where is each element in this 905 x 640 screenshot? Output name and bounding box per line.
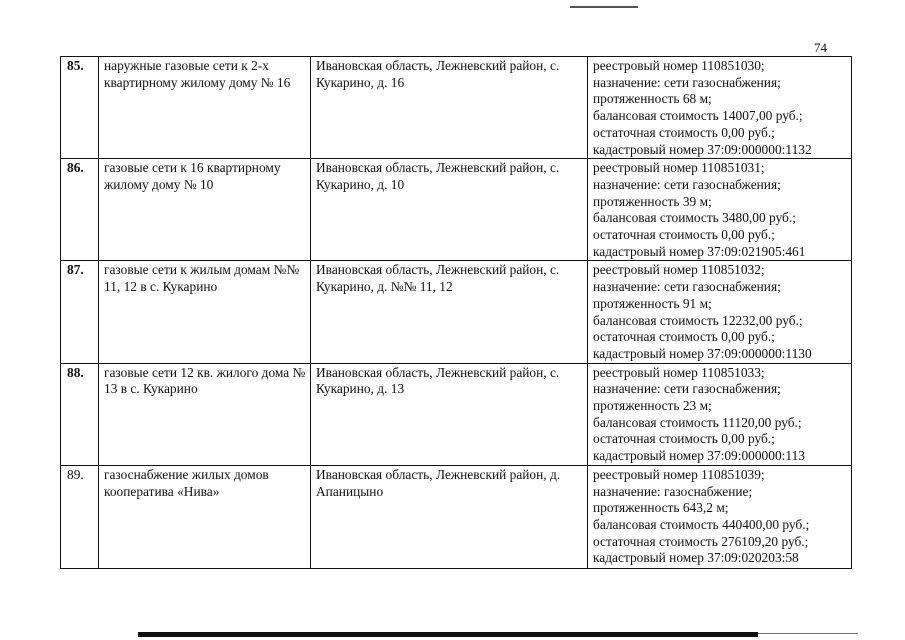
- detail-length: протяженность 39 м;: [593, 193, 712, 209]
- row-number: 88.: [61, 363, 99, 465]
- object-details: [588, 57, 852, 159]
- detail-residual-value: остаточная стоимость 276109,20 руб.;: [593, 533, 809, 549]
- object-name: газовые сети к 16 квартирному жилому дому № 10: [99, 159, 311, 261]
- object-details: [588, 159, 852, 261]
- object-address: Ивановская область, Лежневский район, д. Апаницыно: [311, 465, 588, 568]
- detail-registry-number: реестровый номер 110851033;: [593, 364, 765, 380]
- object-address: Ивановская область, Лежневский район, с. Кукарино, д. №№ 11, 12: [311, 261, 588, 363]
- detail-registry-number: реестровый номер 110851032;: [593, 262, 765, 278]
- detail-length: протяженность 91 м;: [593, 295, 712, 311]
- detail-residual-value: остаточная стоимость 0,00 руб.;: [593, 227, 775, 243]
- detail-length: протяженность 68 м;: [593, 91, 712, 107]
- detail-balance-value: балансовая стоимость 440400,00 руб.;: [593, 516, 810, 532]
- detail-registry-number: реестровый номер 110851031;: [593, 160, 765, 176]
- detail-balance-value: балансовая стоимость 11120,00 руб.;: [593, 414, 802, 430]
- object-name: наружные газовые сети к 2-х квартирному жилому дому № 16: [99, 57, 311, 159]
- detail-balance-value: балансовая стоимость 14007,00 руб.;: [593, 108, 803, 124]
- scan-artifact-line-bottom-right: [758, 633, 858, 634]
- object-details: [588, 465, 852, 568]
- scan-artifact-line-top: [570, 6, 638, 8]
- object-name: газовые сети 12 кв. жилого дома № 13 в с. Кукарино: [99, 363, 311, 465]
- table-row: [61, 363, 852, 465]
- detail-cadastral-number: кадастровый номер 37:09:020203:58: [593, 550, 799, 566]
- detail-residual-value: остаточная стоимость 0,00 руб.;: [593, 329, 775, 345]
- registry-table: [60, 56, 852, 569]
- row-number: 85.: [61, 57, 99, 159]
- object-name: газовые сети к жилым домам №№ 11, 12 в с. Кукарино: [99, 261, 311, 363]
- detail-cadastral-number: кадастровый номер 37:09:021905:461: [593, 243, 806, 259]
- detail-purpose: назначение: сети газоснабжения;: [593, 74, 781, 90]
- detail-residual-value: остаточная стоимость 0,00 руб.;: [593, 124, 775, 140]
- detail-cadastral-number: кадастровый номер 37:09:000000:1130: [593, 345, 812, 361]
- detail-registry-number: реестровый номер 110851030;: [593, 58, 765, 73]
- object-address: Ивановская область, Лежневский район, с. Кукарино, д. 13: [311, 363, 588, 465]
- detail-cadastral-number: кадастровый номер 37:09:000000:1132: [593, 141, 812, 157]
- table-row: [61, 159, 852, 261]
- table-row: [61, 465, 852, 568]
- row-number: 89.: [61, 465, 99, 568]
- object-details: [588, 363, 852, 465]
- detail-cadastral-number: кадастровый номер 37:09:000000:113: [593, 448, 805, 464]
- detail-length: протяженность 23 м;: [593, 398, 712, 414]
- detail-purpose: назначение: сети газоснабжения;: [593, 279, 781, 295]
- row-number: 87.: [61, 261, 99, 363]
- scan-artifact-line-bottom: [138, 632, 758, 637]
- table-row: [61, 57, 852, 159]
- detail-purpose: назначение: сети газоснабжения;: [593, 176, 781, 192]
- object-name: газоснабжение жилых домов кооператива «Нива»: [99, 465, 311, 568]
- object-address: Ивановская область, Лежневский район, с. Кукарино, д. 16: [311, 57, 588, 159]
- detail-residual-value: остаточная стоимость 0,00 руб.;: [593, 431, 775, 447]
- detail-registry-number: реестровый номер 110851039;: [593, 466, 765, 482]
- row-number: 86.: [61, 159, 99, 261]
- detail-purpose: назначение: газоснабжение;: [593, 483, 753, 499]
- table-row: [61, 261, 852, 363]
- detail-purpose: назначение: сети газоснабжения;: [593, 381, 781, 397]
- object-address: Ивановская область, Лежневский район, с. Кукарино, д. 10: [311, 159, 588, 261]
- object-details: [588, 261, 852, 363]
- detail-balance-value: балансовая стоимость 3480,00 руб.;: [593, 210, 796, 226]
- detail-length: протяженность 643,2 м;: [593, 500, 729, 516]
- page-number: 74: [814, 40, 827, 55]
- detail-balance-value: балансовая стоимость 12232,00 руб.;: [593, 312, 803, 328]
